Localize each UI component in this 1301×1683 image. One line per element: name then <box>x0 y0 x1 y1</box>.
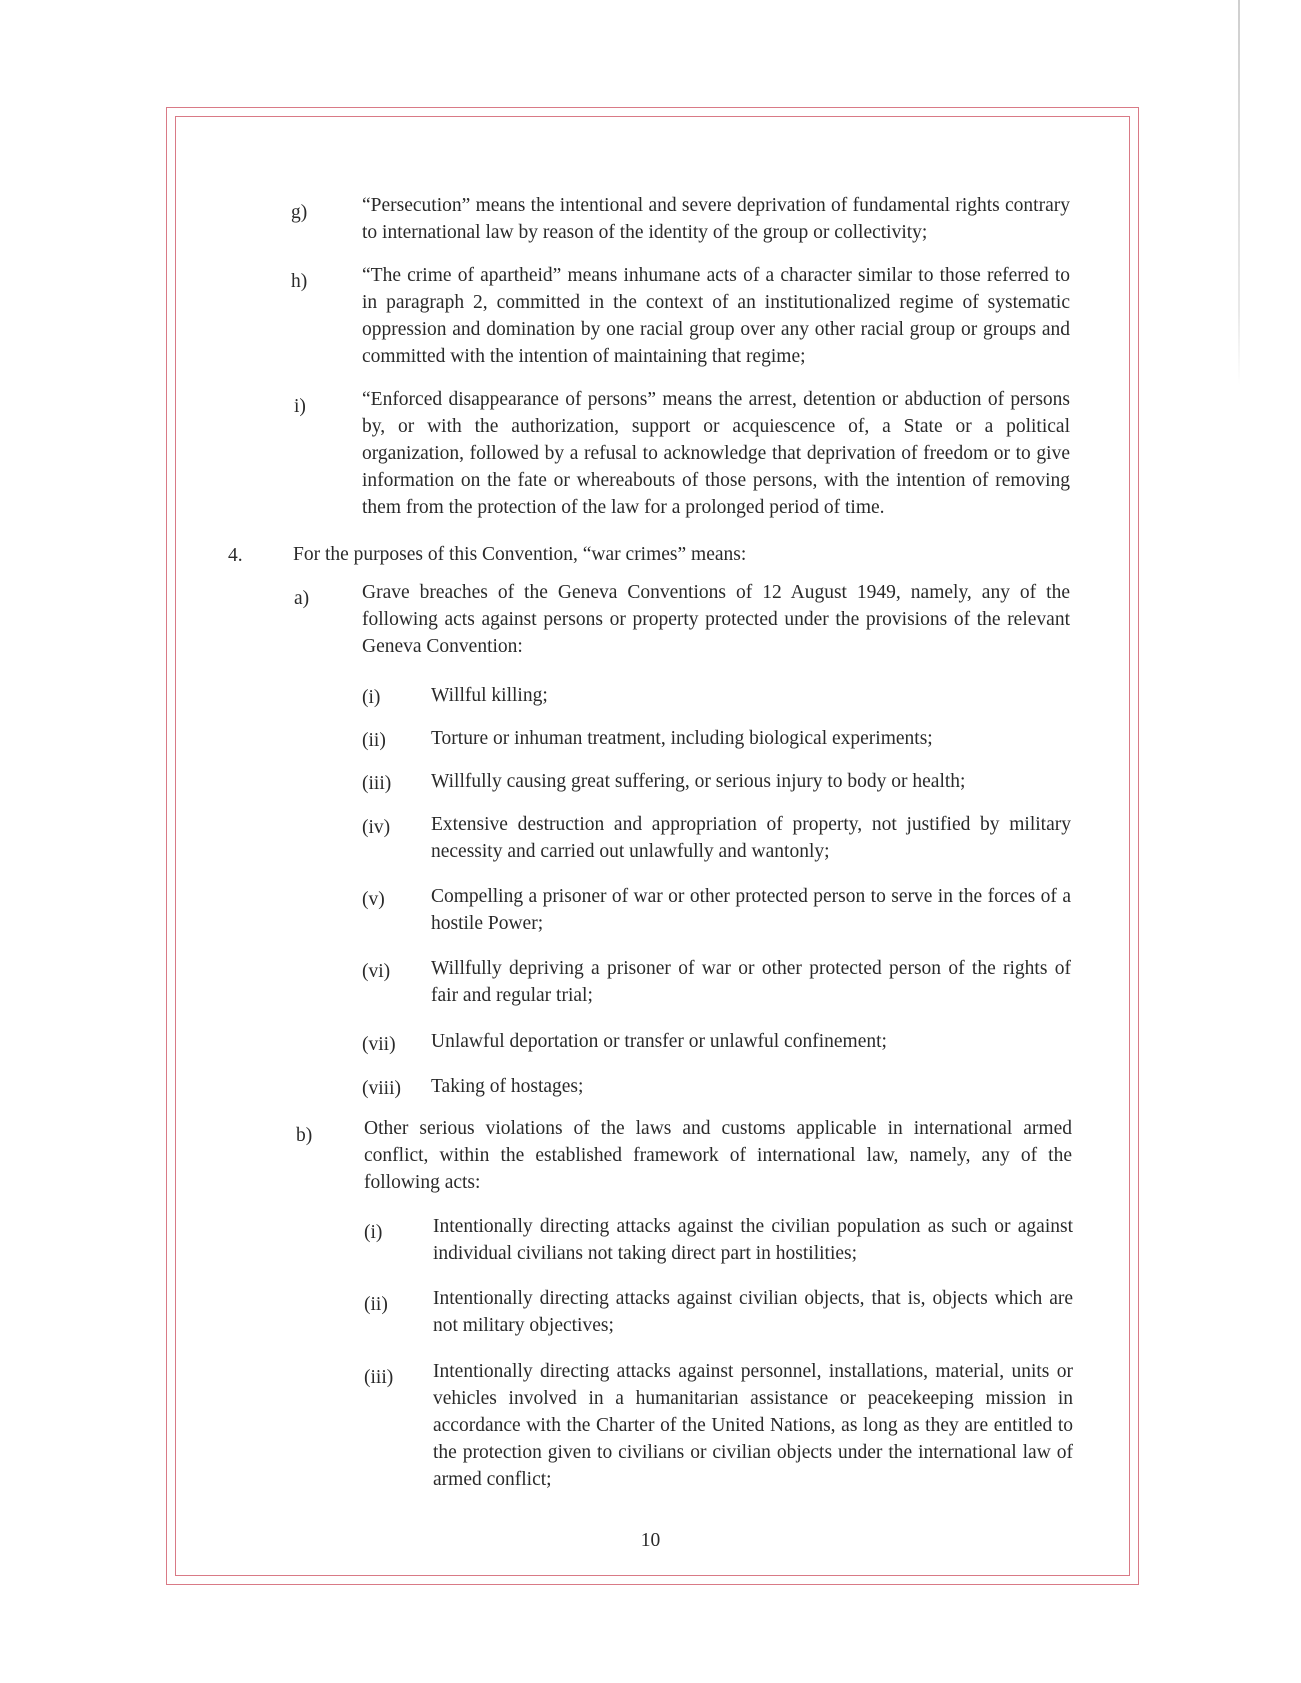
sub-a-item-8-text: Taking of hostages; <box>431 1076 584 1097</box>
sub-b-item-2-marker: (ii) <box>364 1294 388 1315</box>
sub-a-item-1-text: Willful killing; <box>431 685 548 706</box>
sub-a-item-7-text: Unlawful deportation or transfer or unlawful confinement; <box>431 1031 887 1052</box>
sub-b-marker: b) <box>296 1125 313 1146</box>
sub-b-item-3-text: Intentionally directing attacks against personnel, installations, material, units or vehicles involved in a humanitarian assistance or peacekeeping mission in accordance with the Charter of the United Nations, as long as they are entitled to the protection given to civilians or civilian objects under the international law of armed conflict; <box>433 1361 1073 1490</box>
sub-a-item-6-marker: (vi) <box>362 961 391 982</box>
paragraph-4-number: 4. <box>228 545 243 566</box>
sub-a-item-3-marker: (iii) <box>362 773 392 794</box>
definition-h-marker: h) <box>291 271 308 292</box>
sub-a-item-4-text: Extensive destruction and appropriation of property, not justified by military necessity and carried out unlawfully and wantonly; <box>431 814 1071 862</box>
sub-a-item-2-text: Torture or inhuman treatment, including biological experiments; <box>431 728 933 749</box>
sub-a-text: Grave breaches of the Geneva Conventions of 12 August 1949, namely, any of the following acts against persons or property protected under the provisions of the relevant Geneva Convention: <box>362 582 1070 657</box>
sub-b-item-1-marker: (i) <box>364 1222 383 1243</box>
definition-g-text: “Persecution” means the intentional and severe deprivation of fundamental rights contrary to international law by reason of the identity of the group or collectivity; <box>362 195 1070 243</box>
sub-a-item-8-marker: (viii) <box>362 1078 401 1099</box>
sub-a-item-2-marker: (ii) <box>362 730 386 751</box>
sub-b-text: Other serious violations of the laws and customs applicable in international armed conflict, within the established framework of international law, namely, any of the following acts: <box>364 1118 1072 1193</box>
sub-a-item-1-marker: (i) <box>362 687 381 708</box>
sub-a-item-6-text: Willfully depriving a prisoner of war or other protected person of the rights of fair and regular trial; <box>431 958 1071 1006</box>
sub-a-item-7-marker: (vii) <box>362 1034 396 1055</box>
sub-b-item-2-text: Intentionally directing attacks against civilian objects, that is, objects which are not military objectives; <box>433 1288 1073 1336</box>
sub-a-item-5-text: Compelling a prisoner of war or other protected person to serve in the forces of a hostile Power; <box>431 886 1071 934</box>
sub-a-item-3-text: Willfully causing great suffering, or serious injury to body or health; <box>431 771 966 792</box>
definition-h-text: “The crime of apartheid” means inhumane acts of a character similar to those referred to in paragraph 2, committed in the context of an institutionalized regime of systematic oppression and domination by one racial group over any other racial group or groups and committed with the intention of maintaining that regime; <box>362 265 1070 367</box>
definition-i-marker: i) <box>294 396 306 417</box>
page-number: 10 <box>640 1530 661 1551</box>
definition-i-text: “Enforced disappearance of persons” means the arrest, detention or abduction of persons by, or with the authorization, support or acquiescence of, a State or a political organization, followed by a refusal to acknowledge that deprivation of freedom or to give information on the fate or whereabouts of those persons, with the intention of removing them from the protection of the law for a prolonged period of time. <box>362 389 1070 518</box>
paragraph-4-text: For the purposes of this Convention, “war crimes” means: <box>293 544 747 565</box>
sub-a-item-5-marker: (v) <box>362 889 385 910</box>
definition-g-marker: g) <box>291 202 308 223</box>
sub-a-marker: a) <box>294 588 310 609</box>
sub-a-item-4-marker: (iv) <box>362 817 391 838</box>
sub-b-item-1-text: Intentionally directing attacks against the civilian population as such or against individual civilians not taking direct part in hostilities; <box>433 1216 1073 1264</box>
sub-b-item-3-marker: (iii) <box>364 1367 394 1388</box>
